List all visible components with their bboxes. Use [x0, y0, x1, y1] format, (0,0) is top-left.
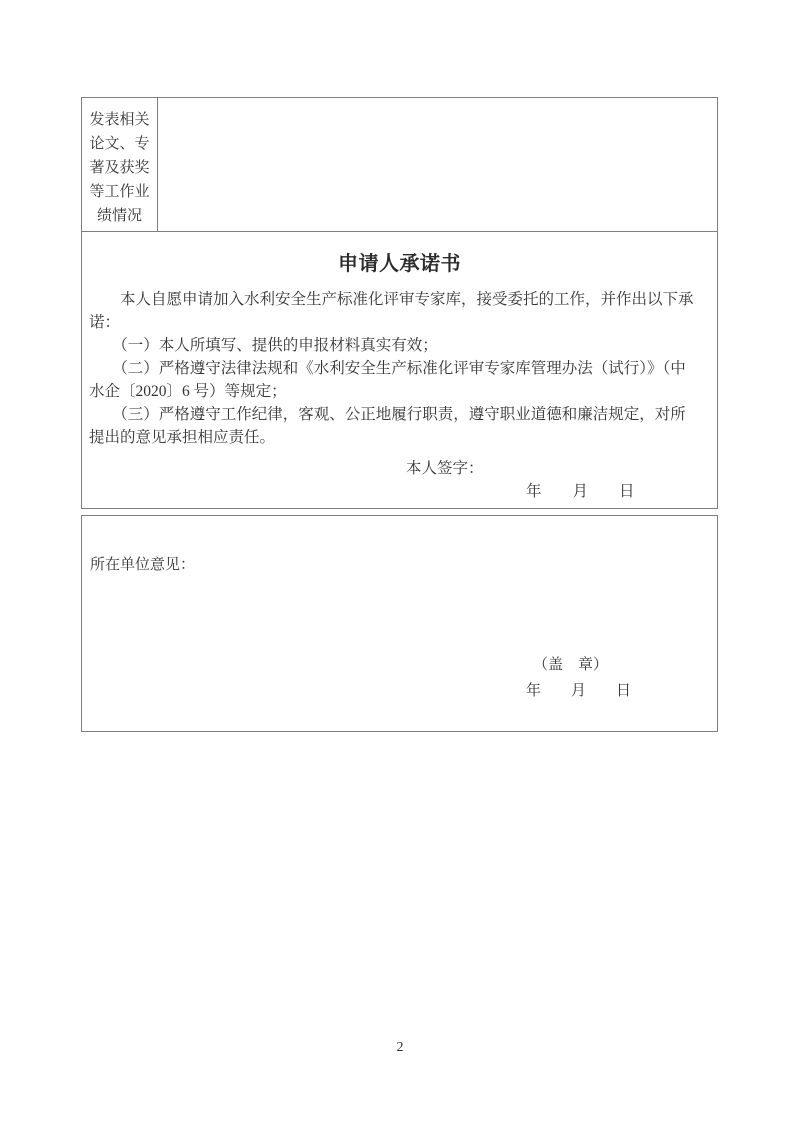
commitment-body-line: 提出的意见承担相应责任。 — [89, 429, 276, 446]
achievements-label-line: 发表相关 — [89, 112, 150, 128]
commitment-body-line: （一）本人所填写、提供的申报材料真实有效； — [89, 337, 438, 354]
achievements-input-area[interactable] — [158, 98, 717, 231]
commitment-body — [89, 288, 710, 449]
commitment-body-line: 本人自愿申请加入水利安全生产标准化评审专家库，接受委托的工作，并作出以下承 — [89, 291, 694, 308]
employer-date-line: 年 月 日 — [526, 683, 632, 699]
commitment-body-line: 诺： — [89, 314, 121, 331]
stamp-placeholder: （盖 章） — [533, 657, 609, 673]
achievements-label-line: 著及获奖 — [89, 160, 150, 176]
commitment-title: 申请人承诺书 — [338, 253, 461, 275]
achievements-label-line: 论文、专 — [89, 136, 150, 152]
commitment-section — [82, 232, 717, 508]
employer-opinion-table — [81, 515, 718, 732]
employer-opinion-label: 所在单位意见： — [90, 557, 196, 573]
achievements-and-commitment-table — [81, 97, 718, 509]
commitment-body-line: （二）严格遵守法律法规和《水利安全生产标准化评审专家库管理办法（试行）》（中 — [89, 360, 686, 377]
commitment-body-line: （三）严格遵守工作纪律，客观、公正地履行职责，遵守职业道德和廉洁规定，对所 — [89, 406, 686, 423]
signature-label: 本人签字： — [406, 460, 484, 477]
employer-opinion-input-area[interactable] — [82, 516, 717, 731]
achievements-row — [82, 98, 717, 232]
page-number: 2 — [396, 1040, 404, 1055]
achievements-label-cell — [82, 98, 158, 231]
signature-date-line: 年 月 日 — [526, 483, 635, 500]
achievements-label-line: 绩情况 — [96, 208, 142, 224]
commitment-body-line: 水企〔2020〕6 号）等规定； — [89, 383, 287, 400]
achievements-label-line: 等工作业 — [89, 184, 150, 200]
